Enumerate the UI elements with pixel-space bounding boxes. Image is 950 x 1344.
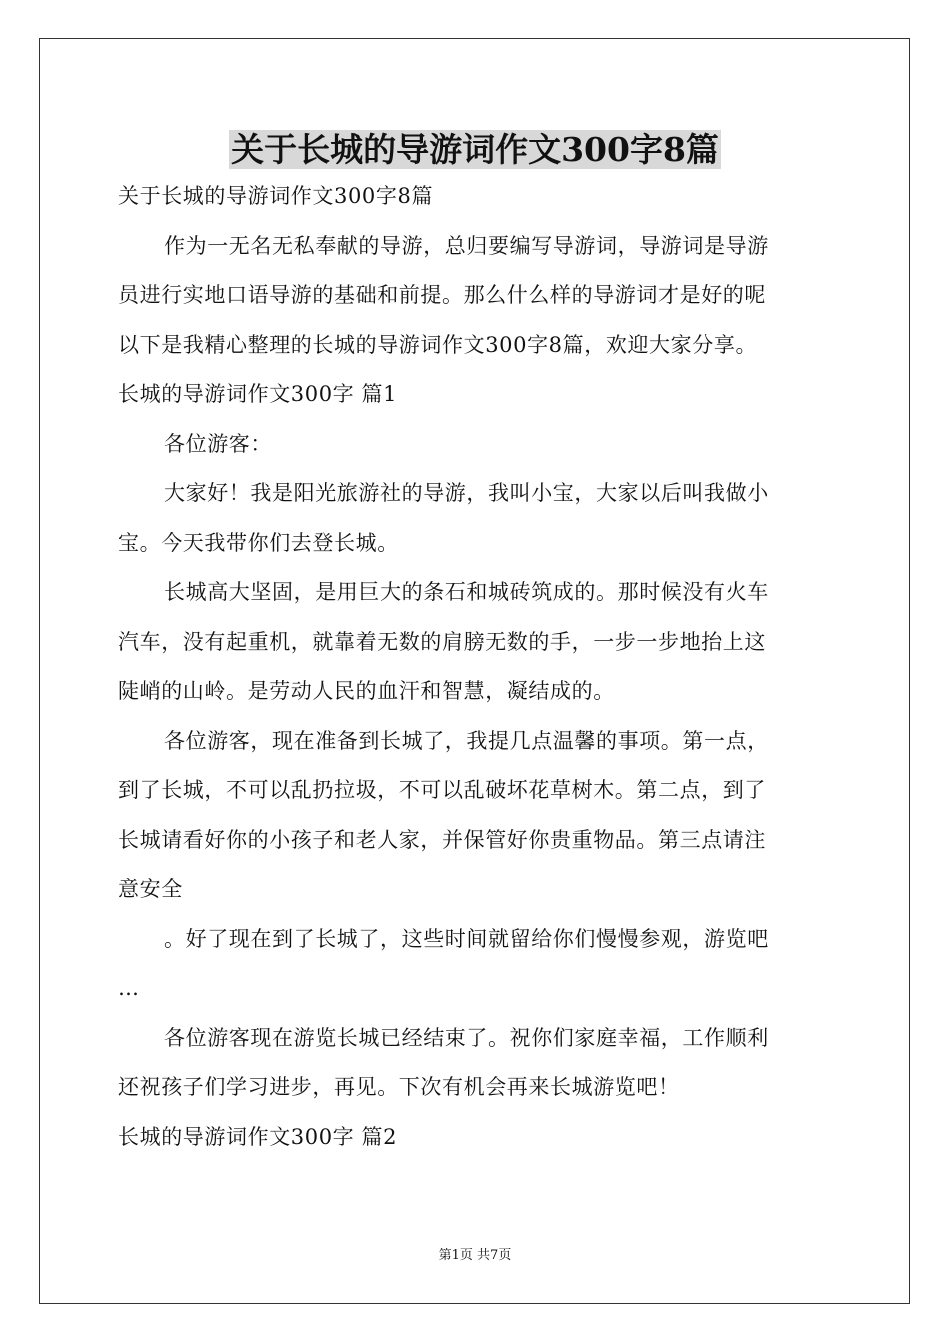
text-line: 各位游客： xyxy=(164,431,272,456)
text-line: 。好了现在到了长城了，这些时间就留给你们慢慢参观，游览吧 xyxy=(164,926,769,951)
text-line: 各位游客现在游览长城已经结束了。祝你们家庭幸福，工作顺利 xyxy=(164,1025,769,1050)
text-line: 大家好！我是阳光旅游社的导游，我叫小宝，大家以后叫我做小 xyxy=(164,481,769,505)
text-line: 关于长城的导游词作文300字8篇 xyxy=(118,184,434,208)
text-line: 意安全 xyxy=(118,877,183,901)
text-line: … xyxy=(118,976,140,1000)
document-body xyxy=(118,172,834,1162)
text-line: 还祝孩子们学习进步，再见。下次有机会再来长城游览吧！ xyxy=(118,1075,680,1099)
text-line: 长城请看好你的小孩子和老人家，并保管好你贵重物品。第三点请注 xyxy=(118,827,766,852)
text-line: 以下是我精心整理的长城的导游词作文300字8篇，欢迎大家分享。 xyxy=(118,332,758,357)
text-line: 宝。今天我带你们去登长城。 xyxy=(118,530,399,555)
text-line: 汽车，没有起重机，就靠着无数的肩膀无数的手，一步一步地抬上这 xyxy=(118,629,766,654)
document-title xyxy=(0,128,950,172)
text-line: 长城的导游词作文300字 篇1 xyxy=(118,382,398,406)
text-line: 各位游客，现在准备到长城了，我提几点温馨的事项。第一点， xyxy=(164,728,769,753)
text-line: 长城高大坚固，是用巨大的条石和城砖筑成的。那时候没有火车 xyxy=(164,580,769,604)
text-line: 长城的导游词作文300字 篇2 xyxy=(118,1124,398,1149)
document-title-text: 关于长城的导游词作文300字8篇 xyxy=(231,130,719,169)
text-line: 到了长城，不可以乱扔拉圾，不可以乱破坏花草树木。第二点，到了 xyxy=(118,778,766,802)
text-line: 作为一无名无私奉献的导游，总归要编写导游词，导游词是导游 xyxy=(164,233,769,258)
page-footer: 第1页 共7页 xyxy=(438,1248,512,1263)
text-line: 陡峭的山岭。是劳动人民的血汗和智慧，凝结成的。 xyxy=(118,679,615,703)
text-line: 员进行实地口语导游的基础和前提。那么什么样的导游词才是好的呢 xyxy=(118,283,766,307)
